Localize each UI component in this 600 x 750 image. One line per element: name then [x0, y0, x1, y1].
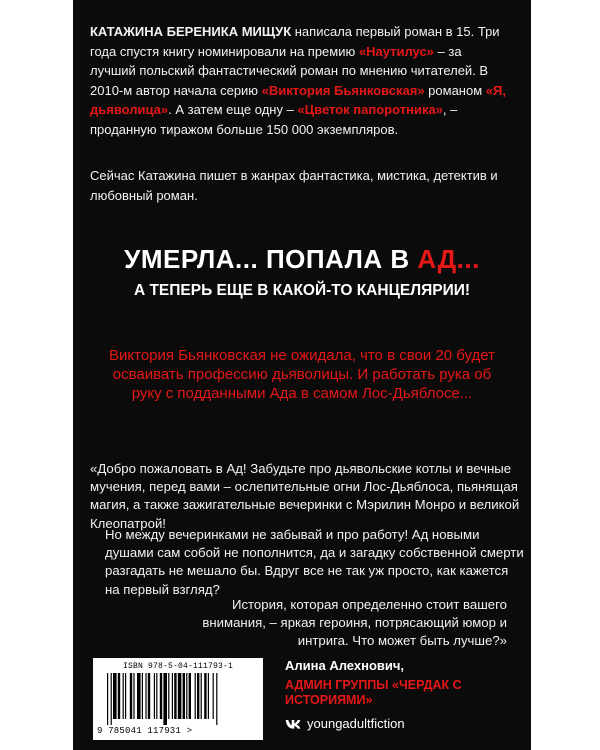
barcode-bar [168, 673, 169, 719]
barcode-bar [216, 673, 217, 725]
vk-icon [285, 717, 301, 731]
barcode-digits: 9 785041 117931 > [97, 726, 193, 736]
author-name: КАТАЖИНА БЕРЕНИКА МИЩУК [90, 24, 292, 39]
barcode-bar [137, 673, 141, 719]
barcode-bar [107, 673, 108, 725]
barcode-bar [148, 673, 150, 719]
reviewer-name: Алина Алехнович, [285, 658, 405, 673]
barcode-bar [213, 673, 214, 719]
review-quote-p1: «Добро пожаловать в Ад! Забудьте про дьявольские котлы и вечные мучения, перед вами – ослепительные огни Лос-Дьяблоса, пьянящая магия, а также зажигательные вечеринки с Мэрилин Монро и великой Клеопатрой! [90, 461, 520, 531]
second-series-name: «Цветок папоротника» [297, 102, 443, 117]
social-handle: youngadultfiction [307, 716, 405, 731]
review-quote-p3: История, которая определенно стоит вашего внимания, – яркая героиня, потрясающий юмор и интрига. Что может быть лучше?» [202, 597, 507, 649]
barcode-bar [123, 673, 124, 719]
headline: УМЕРЛА... ПОПАЛА В АД... [124, 244, 480, 274]
series-name: «Виктория Бьянковская» [261, 82, 425, 98]
book-back-cover [73, 0, 531, 750]
subheadline: А ТЕПЕРЬ ЕЩЕ В КАКОЙ-ТО КАНЦЕЛЯРИИ! [133, 282, 471, 299]
reviewer-role: АДМИН ГРУППЫ «ЧЕРДАК С ИСТОРИЯМИ» [285, 678, 462, 707]
barcode-bar [118, 673, 120, 719]
barcode-bar [186, 673, 187, 719]
novel-name: «Я, дьяволица» [90, 82, 506, 117]
barcode-bar [183, 673, 185, 719]
barcode-bar [204, 673, 206, 719]
barcode-graphic [107, 673, 257, 725]
barcode-bar [172, 673, 173, 719]
author-genres: Сейчас Катажина пишет в жанрах фантастика, мистика, детектив и любовный роман. [90, 168, 498, 203]
barcode-bar [133, 673, 134, 719]
social-link[interactable] [285, 716, 405, 731]
isbn-text: ISBN 978-5-04-111793-1 [122, 662, 234, 671]
award-name: «Наутилус» [358, 43, 434, 59]
review-quote-p2: Но между вечеринками не забывай и про работу! Ад новыми душами сам собой не пополнится, да и загадку собственной смерти разгадать не мешало бы. Вдруг все не так уж просто, как кажется на первый взгляд? [105, 527, 524, 597]
barcode-bar [145, 673, 146, 719]
barcode [93, 658, 263, 740]
barcode-bar [197, 673, 199, 719]
barcode-bars [107, 673, 257, 725]
barcode-bar [125, 673, 126, 719]
author-bio: КАТАЖИНА БЕРЕНИКА МИЩУК написала первый роман в 15. Три года спустя книгу номинировали на премию «Наутилус» – за лучший польский фантастический роман по мнению читателей. В 2010-м автор начала серию «Виктория Бьянковская» романом «Я, дьяволица». А затем еще одну – «Цветок папоротника», – проданную тиражом больше 150 000 экземпляров. [90, 24, 506, 137]
barcode-bar [113, 673, 117, 719]
barcode-bar [156, 673, 157, 719]
barcode-bar [174, 673, 176, 719]
barcode-bar [208, 673, 209, 719]
headline-accent: АД... [417, 244, 480, 274]
barcode-bar [142, 673, 143, 719]
barcode-bar [178, 673, 182, 719]
barcode-bar [130, 673, 132, 719]
barcode-bar [154, 673, 155, 719]
barcode-bar [111, 673, 112, 725]
barcode-bar [160, 673, 162, 719]
teaser-text: Виктория Бьянковская не ожидала, что в свои 20 будет осваивать профессию дьяволицы. И работать рука об руку с подданными Ада в самом Лос-Дьяблосе... [109, 347, 495, 402]
barcode-bar [195, 673, 196, 719]
barcode-bar [163, 673, 167, 725]
barcode-bar [189, 673, 191, 719]
barcode-bar [201, 673, 202, 719]
